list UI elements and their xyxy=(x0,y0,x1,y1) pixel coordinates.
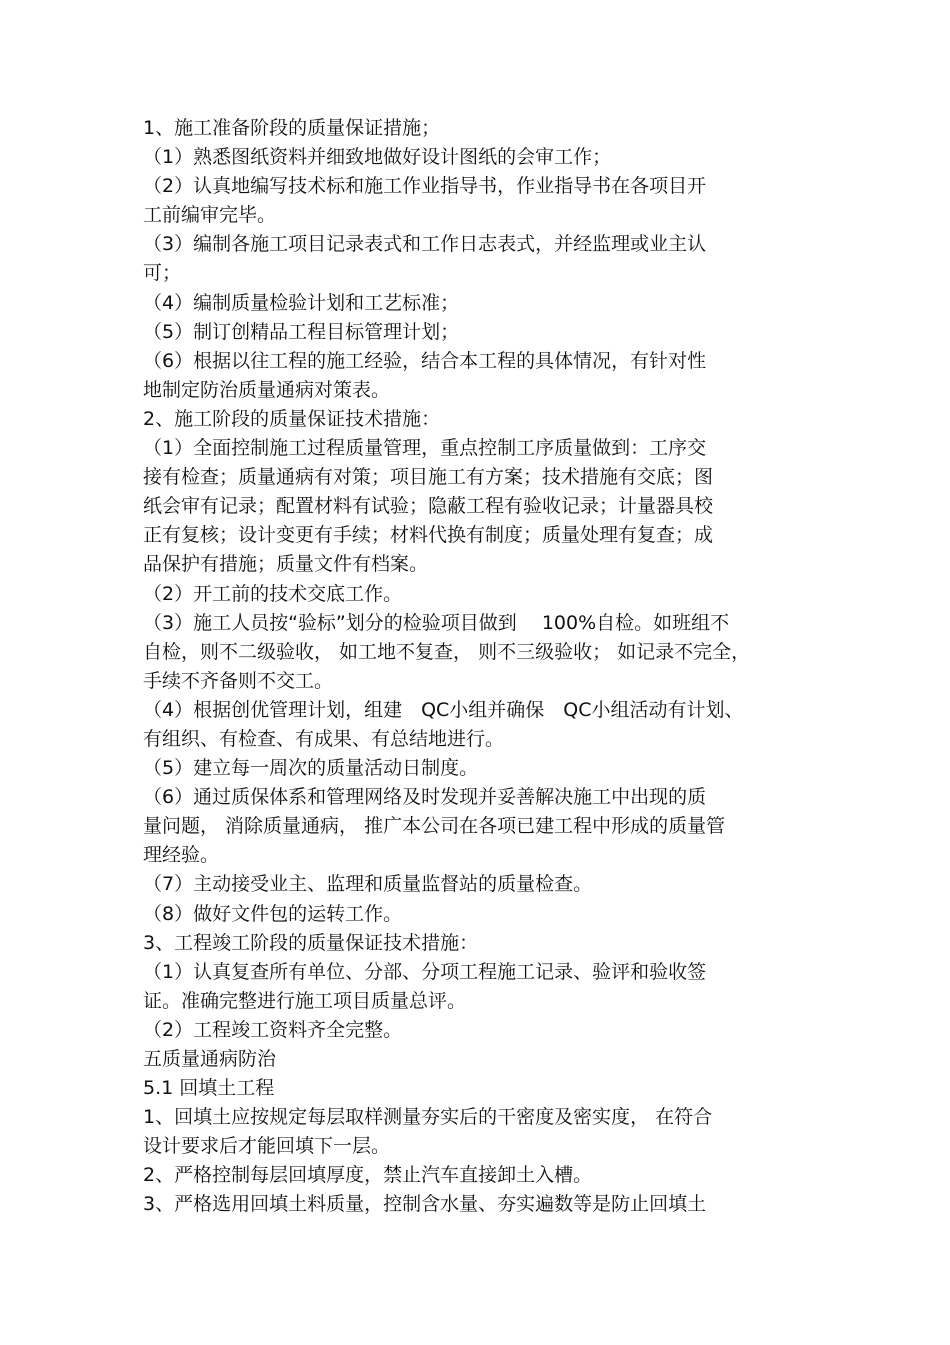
text-line: 接有检查；质量通病有对策；项目施工有方案；技术措施有交底；图 xyxy=(143,466,714,489)
text-line: 手续不齐备则不交工。 xyxy=(143,669,334,692)
text-line: （1）全面控制施工过程质量管理，重点控制工序质量做到：工序交 xyxy=(143,437,707,460)
text-line: 设计要求后才能回填下一层。 xyxy=(143,1135,391,1158)
text-line: （6）通过质保体系和管理网络及时发现并妥善解决施工中出现的质 xyxy=(143,786,707,809)
text-line: （3）编制各施工项目记录表式和工作日志表式，并经监理或业主认 xyxy=(143,233,707,256)
text-line: 3、严格选用回填土料质量，控制含水量、夯实遍数等是防止回填土 xyxy=(143,1193,707,1216)
text-line: 品保护有措施；质量文件有档案。 xyxy=(143,553,429,576)
text-line: 量问题， 消除质量通病， 推广本公司在各项已建工程中形成的质量管 xyxy=(143,815,726,838)
text-line: （2）认真地编写技术标和施工作业指导书，作业指导书在各项目开 xyxy=(143,175,707,198)
text-line: 自检，则不二级验收， 如工地不复查， 则不三级验收； 如记录不完全， xyxy=(143,640,751,663)
text-line: （1）认真复查所有单位、分部、分项工程施工记录、验评和验收签 xyxy=(143,960,707,983)
text-line: （2）开工前的技术交底工作。 xyxy=(143,582,403,605)
text-line: （8）做好文件包的运转工作。 xyxy=(143,902,403,925)
text-line: （4）编制质量检验计划和工艺标准； xyxy=(143,291,460,314)
document-body xyxy=(143,114,823,1220)
text-line: （6）根据以往工程的施工经验，结合本工程的具体情况，有针对性 xyxy=(143,349,707,372)
text-line: 5.1 回填土工程 xyxy=(143,1077,275,1100)
text-line: （5）制订创精品工程目标管理计划； xyxy=(143,320,460,343)
text-line: （4）根据创优管理计划，组建 QC小组并确保 QC小组活动有计划、 xyxy=(143,698,744,721)
text-line: 证。准确完整进行施工项目质量总评。 xyxy=(143,989,467,1012)
text-line: 1、回填土应按规定每层取样测量夯实后的干密度及密实度， 在符合 xyxy=(143,1106,713,1129)
text-line: （5）建立每一周次的质量活动日制度。 xyxy=(143,757,479,780)
text-line: （2）工程竣工资料齐全完整。 xyxy=(143,1018,403,1041)
text-line: （7）主动接受业主、监理和质量监督站的质量检查。 xyxy=(143,873,593,896)
text-line: 可； xyxy=(143,262,182,285)
text-line: 3、工程竣工阶段的质量保证技术措施： xyxy=(143,931,479,954)
text-line: 2、严格控制每层回填厚度，禁止汽车直接卸土入槽。 xyxy=(143,1164,593,1187)
text-line: 正有复核；设计变更有手续；材料代换有制度；质量处理有复查；成 xyxy=(143,524,714,547)
text-line: 五质量通病防治 xyxy=(143,1048,277,1070)
text-line: 工前编审完毕。 xyxy=(143,204,277,227)
document-page xyxy=(143,114,823,1220)
text-line: 1、施工准备阶段的质量保证措施； xyxy=(143,117,441,139)
text-line: 地制定防治质量通病对策表。 xyxy=(143,378,391,401)
text-line: 有组织、有检查、有成果、有总结地进行。 xyxy=(143,727,505,750)
text-line: 2、施工阶段的质量保证技术措施： xyxy=(143,407,441,430)
text-line: （1）熟悉图纸资料并细致地做好设计图纸的会审工作； xyxy=(143,146,612,169)
text-line: 纸会审有记录；配置材料有试验；隐蔽工程有验收记录；计量器具校 xyxy=(143,495,714,518)
text-line: 理经验。 xyxy=(143,844,220,867)
text-line: （3）施工人员按“验标”划分的检验项目做到 100%自检。如班组不 xyxy=(143,611,730,634)
